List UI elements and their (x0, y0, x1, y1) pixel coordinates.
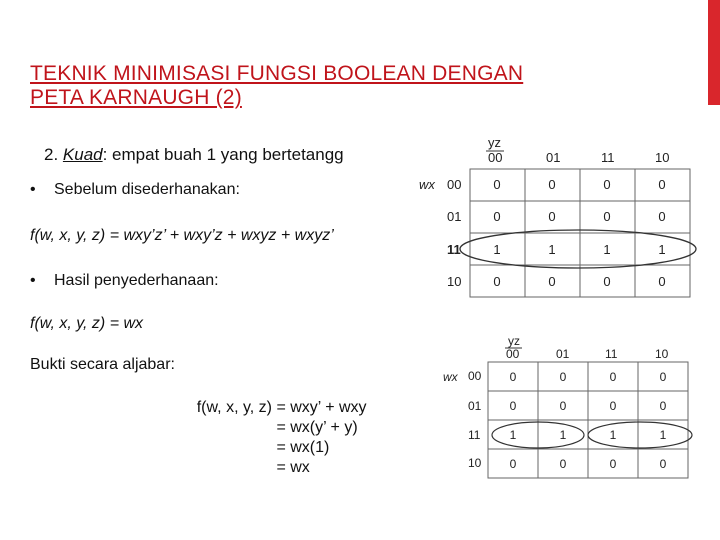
kmap-top-col-label: 11 (601, 150, 615, 165)
after-expression: f(w, x, y, z) = wx (30, 315, 144, 332)
kmap-top-cell: 0 (493, 177, 501, 192)
kmap-bottom-cell: 0 (509, 370, 517, 384)
bullet-dot: • (30, 181, 36, 198)
bullet-dot: • (30, 272, 36, 289)
kmap-top-row-label: 10 (447, 274, 462, 289)
kmap-top-row-label: 11 (447, 242, 461, 257)
kmap-bottom-cell: 0 (659, 457, 667, 471)
kmap-bottom-cell: 0 (559, 457, 567, 471)
kmap-bottom-col-label: 10 (655, 347, 669, 361)
kmap-top-cell: 0 (603, 209, 611, 224)
kmap-top-row-label: 00 (447, 177, 462, 192)
kmap-bottom-col-label: 11 (605, 347, 618, 361)
kmap-bottom-cell: 0 (609, 370, 617, 384)
subhead-text: : empat buah 1 yang bertetangg (102, 145, 344, 164)
kmap-top-cell: 1 (603, 242, 611, 257)
kmap-top-col-label: 10 (655, 150, 670, 165)
kmap-bottom-cell: 0 (509, 457, 517, 471)
kmap-bottom-cell: 0 (609, 399, 617, 413)
kmap-top-row-var: wx (419, 177, 435, 192)
proof-rhs: = wx(1) (276, 439, 330, 456)
kmap-bottom-cell: 0 (659, 399, 667, 413)
kmap-bottom-cell: 1 (659, 428, 667, 442)
kmap-top-cell: 0 (548, 274, 556, 289)
kmap-top-cell: 0 (658, 177, 666, 192)
kmap-top-col-label: 00 (488, 150, 503, 165)
kmap-top-cell: 1 (658, 242, 666, 257)
kmap-bottom-cell: 0 (659, 370, 667, 384)
proof-rhs: = wx(y’ + y) (276, 419, 358, 436)
kmap-bottom-col-var: yz (508, 334, 520, 348)
kmap-top-cell: 0 (493, 274, 501, 289)
kmap-bottom-cell: 0 (609, 457, 617, 471)
kmap-bottom-cell: 1 (559, 428, 567, 442)
kmap-bottom-row-label: 10 (468, 456, 482, 470)
proof-heading: Bukti secara aljabar: (30, 356, 175, 373)
proof-rhs: = wxy’ + wxy (276, 399, 367, 416)
kmap-bottom-col-label: 00 (506, 347, 520, 361)
before-label: Sebelum disederhanakan: (54, 181, 240, 198)
after-label: Hasil penyederhanaan: (54, 272, 219, 289)
kmap-top-cell: 0 (548, 209, 556, 224)
kmap-bottom-cell: 1 (509, 428, 517, 442)
proof-rhs: = wx (276, 459, 310, 476)
kmap-bottom-row-var: wx (443, 370, 458, 384)
kmap-bottom-col-label: 01 (556, 347, 570, 361)
before-expression: f(w, x, y, z) = wxy’z’ + wxy’z + wxyz + wxyz’ (30, 227, 334, 244)
kmap-top-row-label: 01 (447, 209, 462, 224)
kmap-top-cell: 1 (548, 242, 556, 257)
kmap-top-cell: 1 (493, 242, 501, 257)
kmap-bottom-row-label: 11 (468, 428, 481, 442)
kmap-bottom-cell: 0 (559, 370, 567, 384)
kmap-top-cell: 0 (658, 209, 666, 224)
title-line-2: PETA KARNAUGH (2) (30, 86, 242, 109)
kmap-bottom-row-label: 01 (468, 399, 482, 413)
kmap-bottom-row-label: 00 (468, 369, 482, 383)
subhead-number: 2. (44, 145, 63, 164)
kmap-top-cell: 0 (658, 274, 666, 289)
kmap-top-cell: 0 (603, 177, 611, 192)
kmap-bottom-cell: 0 (559, 399, 567, 413)
kmap-top-col-label: 01 (546, 150, 561, 165)
kmap-bottom-grid (488, 362, 688, 478)
kmap-bottom-cell: 0 (509, 399, 517, 413)
kmap-bottom-loop-right (588, 422, 692, 448)
kmap-top-cell: 0 (548, 177, 556, 192)
proof-lhs: f(w, x, y, z) (196, 399, 272, 416)
kmap-bottom-cell: 1 (609, 428, 617, 442)
kmap-top-col-var: yz (488, 135, 501, 150)
kmap-top-cell: 0 (493, 209, 501, 224)
title-line-1: TEKNIK MINIMISASI FUNGSI BOOLEAN DENGAN (30, 62, 524, 85)
subhead-keyword: Kuad (62, 145, 103, 164)
kmap-top-cell: 0 (603, 274, 611, 289)
